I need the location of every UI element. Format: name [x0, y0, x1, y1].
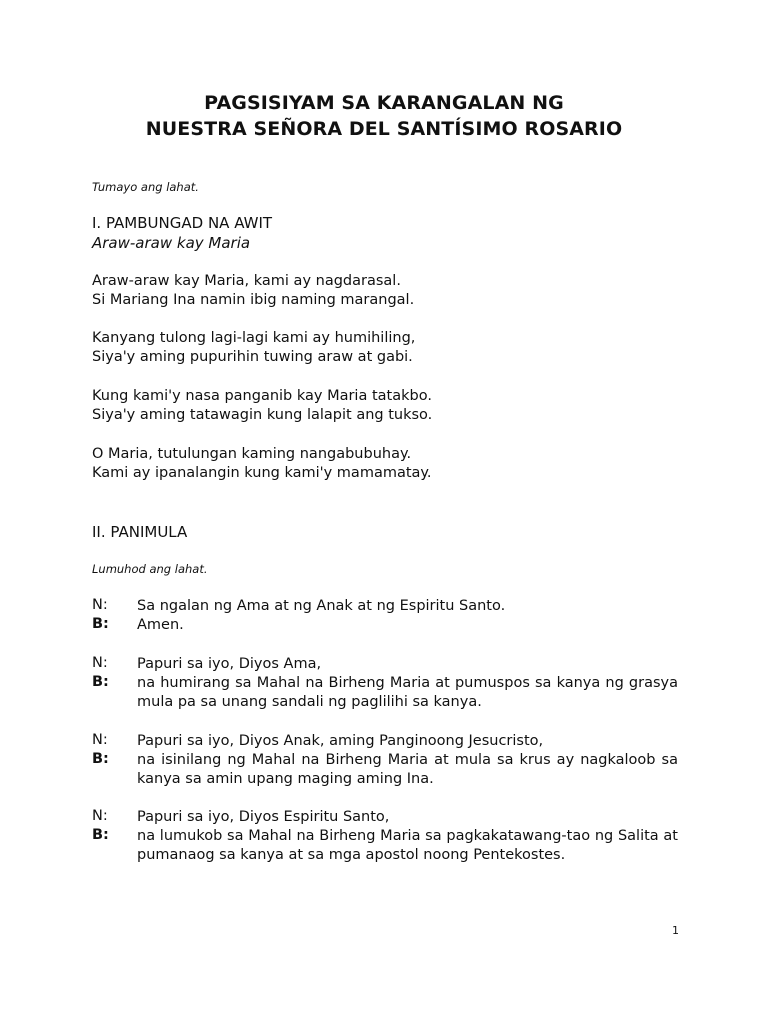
- leader-marker: N:: [92, 655, 108, 671]
- stanza-1-line-1: Araw-araw kay Maria, kami ay nagdarasal.: [92, 273, 401, 289]
- stanza-1-line-2: Si Mariang Ina namin ibig naming marangal.: [92, 292, 415, 308]
- document-title-line-2: NUESTRA SEÑORA DEL SANTÍSIMO ROSARIO: [145, 118, 623, 140]
- response-line: na humirang sa Mahal na Birheng Maria at pumuspos sa kanya ng grasya mula pa sa unang sandali ng paglilihi sa kanya.: [137, 675, 678, 710]
- leader-marker: N:: [92, 732, 108, 748]
- response-line: Amen.: [137, 617, 184, 633]
- page-number: 1: [672, 924, 679, 937]
- stanza-4-line-1: O Maria, tutulungan kaming nangabubuhay.: [92, 446, 412, 462]
- response-marker: B:: [92, 674, 109, 690]
- leader-marker: N:: [92, 597, 108, 613]
- stanza-2-line-2: Siya'y aming pupurihin tuwing araw at gabi.: [92, 349, 413, 365]
- section-1-heading: I. PAMBUNGAD NA AWIT: [92, 214, 273, 232]
- response-line: na isinilang ng Mahal na Birheng Maria at mula sa krus ay nagkaloob sa kanya sa amin upang maging aming Ina.: [137, 752, 678, 787]
- stanza-3-line-1: Kung kami'y nasa panganib kay Maria tatakbo.: [92, 388, 432, 404]
- response-line: na lumukob sa Mahal na Birheng Maria sa pagkakatawang-tao ng Salita at pumanaog sa kanya at sa mga apostol noong Pentekostes.: [137, 828, 678, 863]
- instruction-kneel: Lumuhod ang lahat.: [92, 562, 208, 576]
- stanza-3-line-2: Siya'y aming tatawagin kung lalapit ang tukso.: [92, 407, 433, 423]
- response-marker: B:: [92, 751, 109, 767]
- stanza-2-line-1: Kanyang tulong lagi-lagi kami ay humihiling,: [92, 330, 416, 346]
- leader-line: Sa ngalan ng Ama at ng Anak at ng Espiritu Santo.: [137, 598, 506, 614]
- section-2-heading: II. PANIMULA: [92, 523, 188, 541]
- leader-line: Papuri sa iyo, Diyos Ama,: [137, 656, 322, 672]
- leader-line: Papuri sa iyo, Diyos Espiritu Santo,: [137, 809, 390, 825]
- leader-marker: N:: [92, 808, 108, 824]
- stanza-4-line-2: Kami ay ipanalangin kung kami'y mamamatay.: [92, 465, 432, 481]
- leader-line: Papuri sa iyo, Diyos Anak, aming Panginoong Jesucristo,: [137, 733, 544, 749]
- response-marker: B:: [92, 616, 109, 632]
- document-title-line-1: PAGSISIYAM SA KARANGALAN NG: [204, 92, 564, 114]
- response-marker: B:: [92, 827, 109, 843]
- song-title: Araw-araw kay Maria: [92, 234, 251, 252]
- instruction-stand: Tumayo ang lahat.: [92, 180, 199, 194]
